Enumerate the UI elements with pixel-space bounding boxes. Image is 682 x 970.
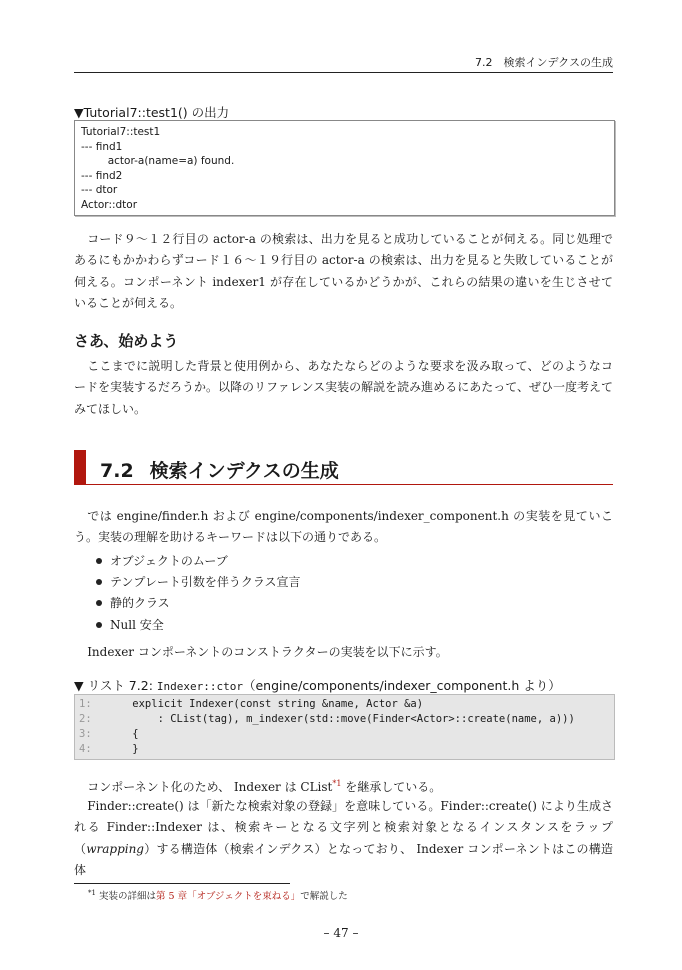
paragraph-text: コンポーネント化のため、 Indexer は CList$^{*1}$ を継承している。 <box>87 779 442 794</box>
paragraph-intro <box>74 506 613 549</box>
bullet-icon <box>96 579 102 585</box>
output-line: Tutorial7::test1 <box>81 126 161 138</box>
paragraph-inherit <box>74 773 613 798</box>
section-accent-bar <box>74 450 86 484</box>
paragraph-text: Indexer コンポーネントのコンストラクターの実装を以下に示す。 <box>87 645 448 659</box>
output-block <box>74 120 615 216</box>
code-listing <box>74 694 615 760</box>
paragraph-constructor <box>74 642 613 663</box>
footnote: $^{*1}$ 実装の詳細は第 5 章「オブジェクトを束ねる」で解説した <box>88 888 348 902</box>
listing-caption: ▼ リスト 7.2: Indexer::ctor（engine/components/indexer_component.h より） <box>74 678 561 693</box>
list-item: Null 安全 <box>96 615 301 636</box>
footnote-mark: *1 <box>88 888 96 897</box>
footnote-rule <box>74 883 290 884</box>
subheading: さあ、始めよう <box>74 332 179 350</box>
paragraph-think <box>74 356 613 420</box>
output-line: --- find1 <box>81 140 123 153</box>
paragraph-text: ここまでに説明した背景と使用例から、あなたならどのような要求を汲み取って、どのようなコードを実装するだろうか。以降のリファレンス実装の解説を読み進めるにあたって、ぜひ一度考えてみてほしい。 <box>74 359 613 416</box>
section-heading <box>100 456 339 483</box>
output-line: actor-a(name=a) found. <box>81 155 235 168</box>
footnote-ref[interactable]: *1 <box>332 779 342 788</box>
bullet-icon <box>96 622 102 628</box>
paragraph-text: コード９〜１２行目の actor-a の検索は、出力を見ると成功していることが伺える。同じ処理であるにもかかわらずコード１６〜１９行目の actor-a の検索は、出力を見ると失敗していることが伺える。コンポーネント indexer1 が存在しているかどうかが、これらの結果の違いを生じさせていることが伺える。 <box>74 232 613 310</box>
header-rule <box>74 72 613 73</box>
paragraph-text: Finder::create() は「新たな検索対象の登録」を意味している。Finder::create() により生成される Finder::Indexer は、検索キーとなる文字列と検索対象となるインスタンスをラップ（wrapping）する構造体（検索インデクス）となっており、 Indexer コンポーネントはこの構造体 <box>74 799 613 877</box>
code-line: 4: } <box>79 743 139 755</box>
bullet-icon <box>96 600 102 606</box>
page-number: – 47 – <box>323 926 359 940</box>
paragraph-finder <box>74 796 613 881</box>
list-item: 静的クラス <box>96 593 301 614</box>
bullet-icon <box>96 558 102 564</box>
output-line: --- find2 <box>81 169 123 182</box>
code-line: 3: { <box>79 728 139 740</box>
paragraph-text: では engine/finder.h および engine/components/indexer_component.h の実装を見ていこう。実装の理解を助けるキーワードは以下の通りである。 <box>74 509 613 545</box>
section-title: 検索インデクスの生成 <box>149 460 339 482</box>
paragraph-results <box>74 229 613 314</box>
output-line: --- dtor <box>81 184 118 197</box>
output-caption: ▼Tutorial7::test1() の出力 <box>74 105 230 120</box>
list-item: オブジェクトのムーブ <box>96 551 301 572</box>
section-rule <box>74 484 613 485</box>
running-header: 7.2 検索インデクスの生成 <box>475 56 613 69</box>
list-item: テンプレート引数を伴うクラス宣言 <box>96 572 301 593</box>
chapter-link[interactable]: 第 5 章「オブジェクトを束ねる」 <box>156 891 301 902</box>
keyword-list <box>96 551 301 636</box>
code-line: 2: : CList(tag), m_indexer(std::move(Finder<Actor>::create(name, a))) <box>79 713 575 725</box>
code-line: 1: explicit Indexer(const string &name, Actor &a) <box>79 698 424 710</box>
output-line: Actor::dtor <box>81 198 138 211</box>
section-number: 7.2 <box>100 460 134 482</box>
